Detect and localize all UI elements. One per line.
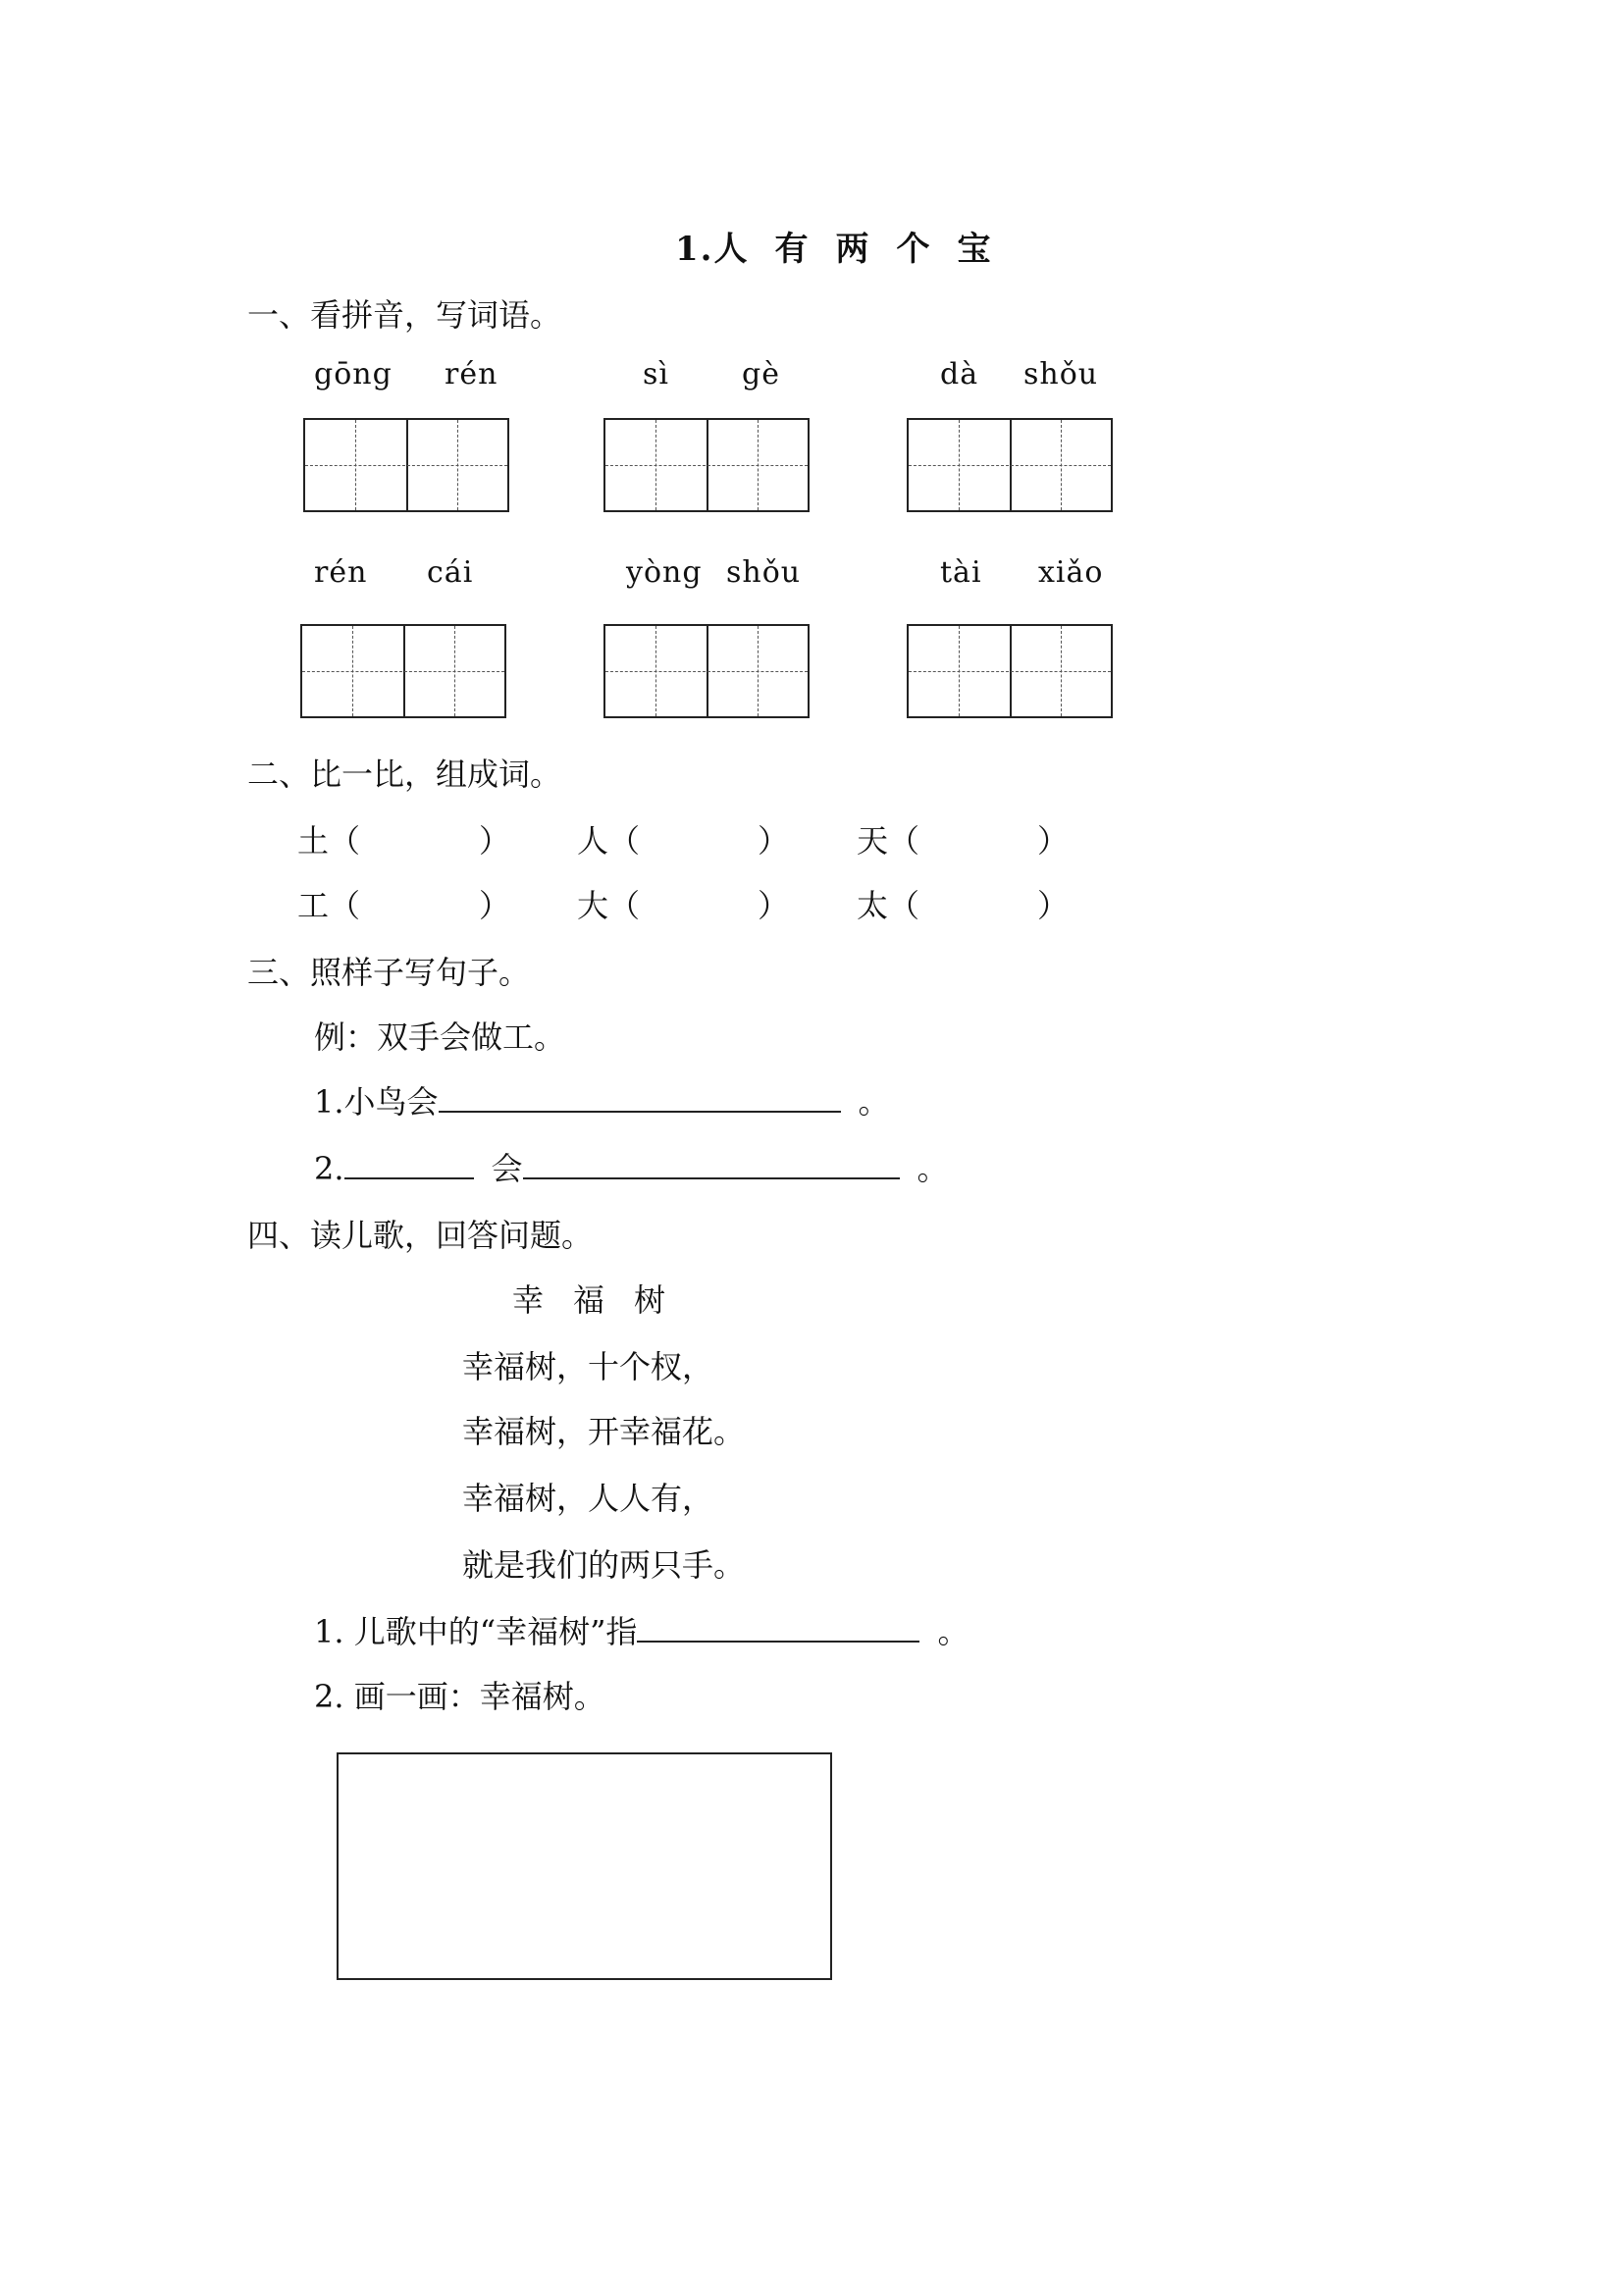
pinyin: tài: [940, 555, 982, 590]
pinyin: rén: [445, 357, 498, 391]
poem-title-char: 树: [634, 1281, 666, 1319]
word-prompt: 人（: [577, 822, 641, 860]
pinyin: shǒu: [726, 555, 802, 590]
pinyin: gōng: [314, 357, 393, 391]
writing-grid[interactable]: [907, 418, 1113, 512]
q2-mid: 会: [491, 1150, 523, 1187]
title-part: 有: [774, 230, 811, 269]
word-close: ）: [758, 822, 790, 860]
poem-line: 就是我们的两只手。: [462, 1546, 746, 1584]
section4-heading: 四、读儿歌，回答问题。: [247, 1217, 594, 1254]
poem-title: [512, 1276, 665, 1321]
period: 。: [858, 1083, 890, 1121]
drawing-box[interactable]: [337, 1752, 832, 1980]
period: 。: [917, 1150, 949, 1187]
poem-line: 幸福树，开幸福花。: [462, 1413, 746, 1450]
title-part: 个: [896, 230, 932, 269]
word-prompt: 工（: [297, 887, 361, 924]
word-prompt: 土（: [297, 822, 361, 860]
pinyin: cái: [427, 555, 474, 590]
title-part: 两: [835, 230, 871, 269]
pinyin: sì: [643, 357, 669, 391]
word-prompt: 太（: [857, 887, 920, 924]
example-sentence: 例：双手会做工。: [314, 1018, 566, 1056]
page-title: [675, 222, 993, 270]
pinyin: xiǎo: [1038, 555, 1104, 590]
writing-grid[interactable]: [603, 624, 810, 718]
answer-blank[interactable]: [523, 1148, 900, 1179]
section3-heading: 三、照样子写句子。: [247, 954, 531, 991]
word-prompt: 天（: [857, 822, 920, 860]
writing-grid[interactable]: [907, 624, 1113, 718]
section2-heading: 二、比一比，组成词。: [247, 756, 562, 793]
answer-blank[interactable]: [439, 1081, 841, 1113]
writing-grid[interactable]: [303, 418, 509, 512]
word-close: ）: [479, 822, 511, 860]
writing-grid[interactable]: [603, 418, 810, 512]
answer-blank[interactable]: [637, 1611, 919, 1643]
poem-title-char: 福: [573, 1281, 605, 1319]
pinyin: yòng: [626, 555, 703, 590]
writing-grid[interactable]: [300, 624, 506, 718]
section1-heading: 一、看拼音，写词语。: [247, 296, 562, 334]
q1-prefix: 1.小鸟会: [314, 1083, 439, 1121]
question-2: 2. 画一画：幸福树。: [314, 1678, 605, 1715]
pinyin: shǒu: [1023, 357, 1099, 391]
word-close: ）: [1037, 887, 1070, 924]
answer-blank[interactable]: [344, 1148, 474, 1179]
word-close: ）: [479, 887, 511, 924]
poem-line: 幸福树，十个杈，: [462, 1348, 714, 1385]
title-part: 1.人: [675, 230, 750, 269]
title-part: 宝: [957, 230, 993, 269]
word-prompt: 大（: [577, 887, 641, 924]
pinyin: gè: [742, 357, 780, 391]
question-1-text: 1. 儿歌中的“幸福树”指: [314, 1613, 638, 1650]
pinyin: rén: [314, 555, 368, 590]
sentence-q1: [314, 1077, 890, 1122]
q2-prefix: 2.: [314, 1150, 344, 1187]
word-close: ）: [1037, 822, 1070, 860]
poem-title-char: 幸: [512, 1281, 545, 1319]
question-1: [314, 1607, 969, 1652]
sentence-q2: [314, 1144, 949, 1189]
poem-line: 幸福树，人人有，: [462, 1480, 714, 1517]
word-close: ）: [758, 887, 790, 924]
period: 。: [937, 1613, 969, 1650]
pinyin: dà: [940, 357, 979, 391]
